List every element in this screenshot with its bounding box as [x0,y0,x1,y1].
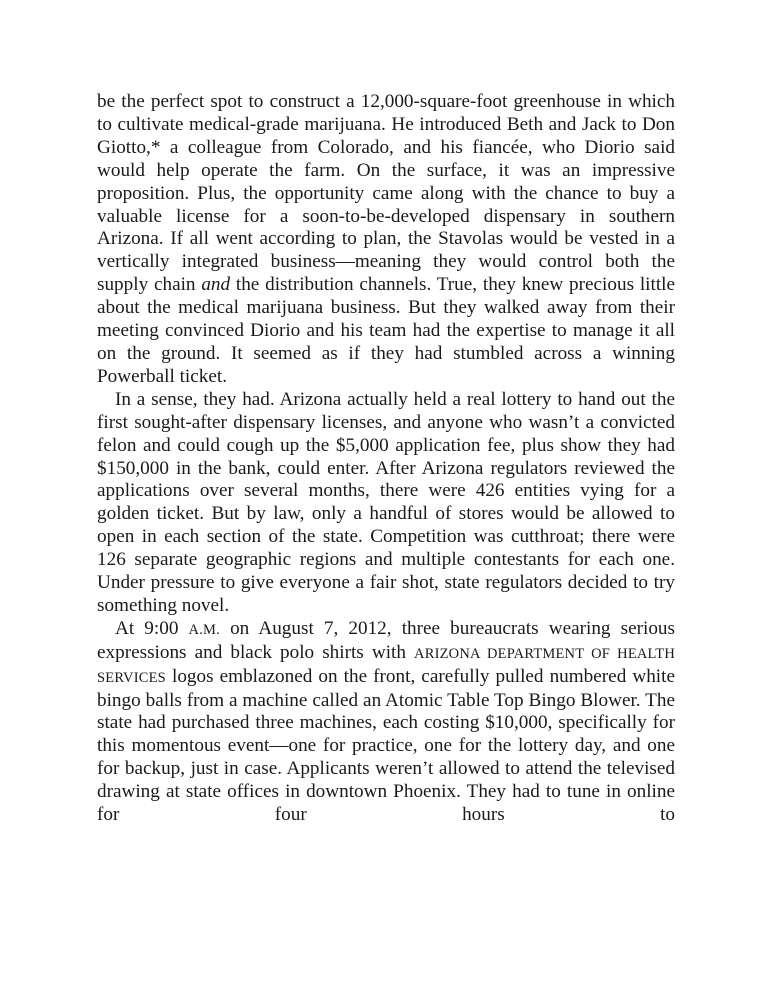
small-caps-segment: ARIZONA DEPARTMENT OF HEALTH SERVICES [97,645,675,686]
italic-text-segment: and [201,274,231,296]
text-segment: the distribution channels. True, they knew precious little about the medical marijuana business. But they walked away from their meeting convinced Diorio and his team had the expertise to manage it all on the ground. It seemed as if they had stumbled across a winning Powerball ticket. [97,274,676,387]
small-caps-segment: A.M. [188,621,220,638]
text-segment: In a sense, they had. Arizona actually held a real lottery to hand out the first sought-after dispensary licenses, and anyone who wasn’t a convicted felon and could cough up the $5,000 application fee, plus show they had $150,000 in the bank, could enter. After Arizona regulators reviewed the applications over several months, there were 426 entities vying for a golden ticket. But by law, only a handful of stores would be allowed to open in each section of the state. Competition was cutthroat; there were 126 separate geographic regions and multiple contestants for each one. Under pressure to give everyone a fair shot, state regulators decided to try something novel. [97,388,675,616]
paragraph-3 [97,618,675,827]
text-segment: logos emblazoned on the front, carefully pulled numbered white bingo balls from a machine called an Atomic Table Top Bingo Blower. The state had purchased three machines, each costing $10,000, specifically for this momentous event—one for practice, one for the lottery day, and one for backup, just in case. Applicants weren’t allowed to attend the televised drawing at state offices in downtown Phoenix. They had to tune in online for four hours to [97,665,675,826]
text-segment: At 9:00 [115,617,189,639]
paragraph-2 [97,389,675,618]
text-segment: be the perfect spot to construct a 12,000-square-foot greenhouse in which to cultivate medical-grade marijuana. He introduced Beth and Jack to Don Giotto,* a colleague from Colorado, and his fiancée, who Diorio said would help operate the farm. On the surface, it was an impressive proposition. Plus, the opportunity came along with the chance to buy a valuable license for a soon-to-be-developed dispensary in southern Arizona. If all went according to plan, the Stavolas would be vested in a vertically integrated business—meaning they would control both the supply chain [97,91,675,296]
book-page [97,91,675,827]
text-segment: on August 7, 2012, three bureaucrats wearing serious expressions and black polo shirts with [97,617,675,663]
paragraph-1 [97,91,675,389]
